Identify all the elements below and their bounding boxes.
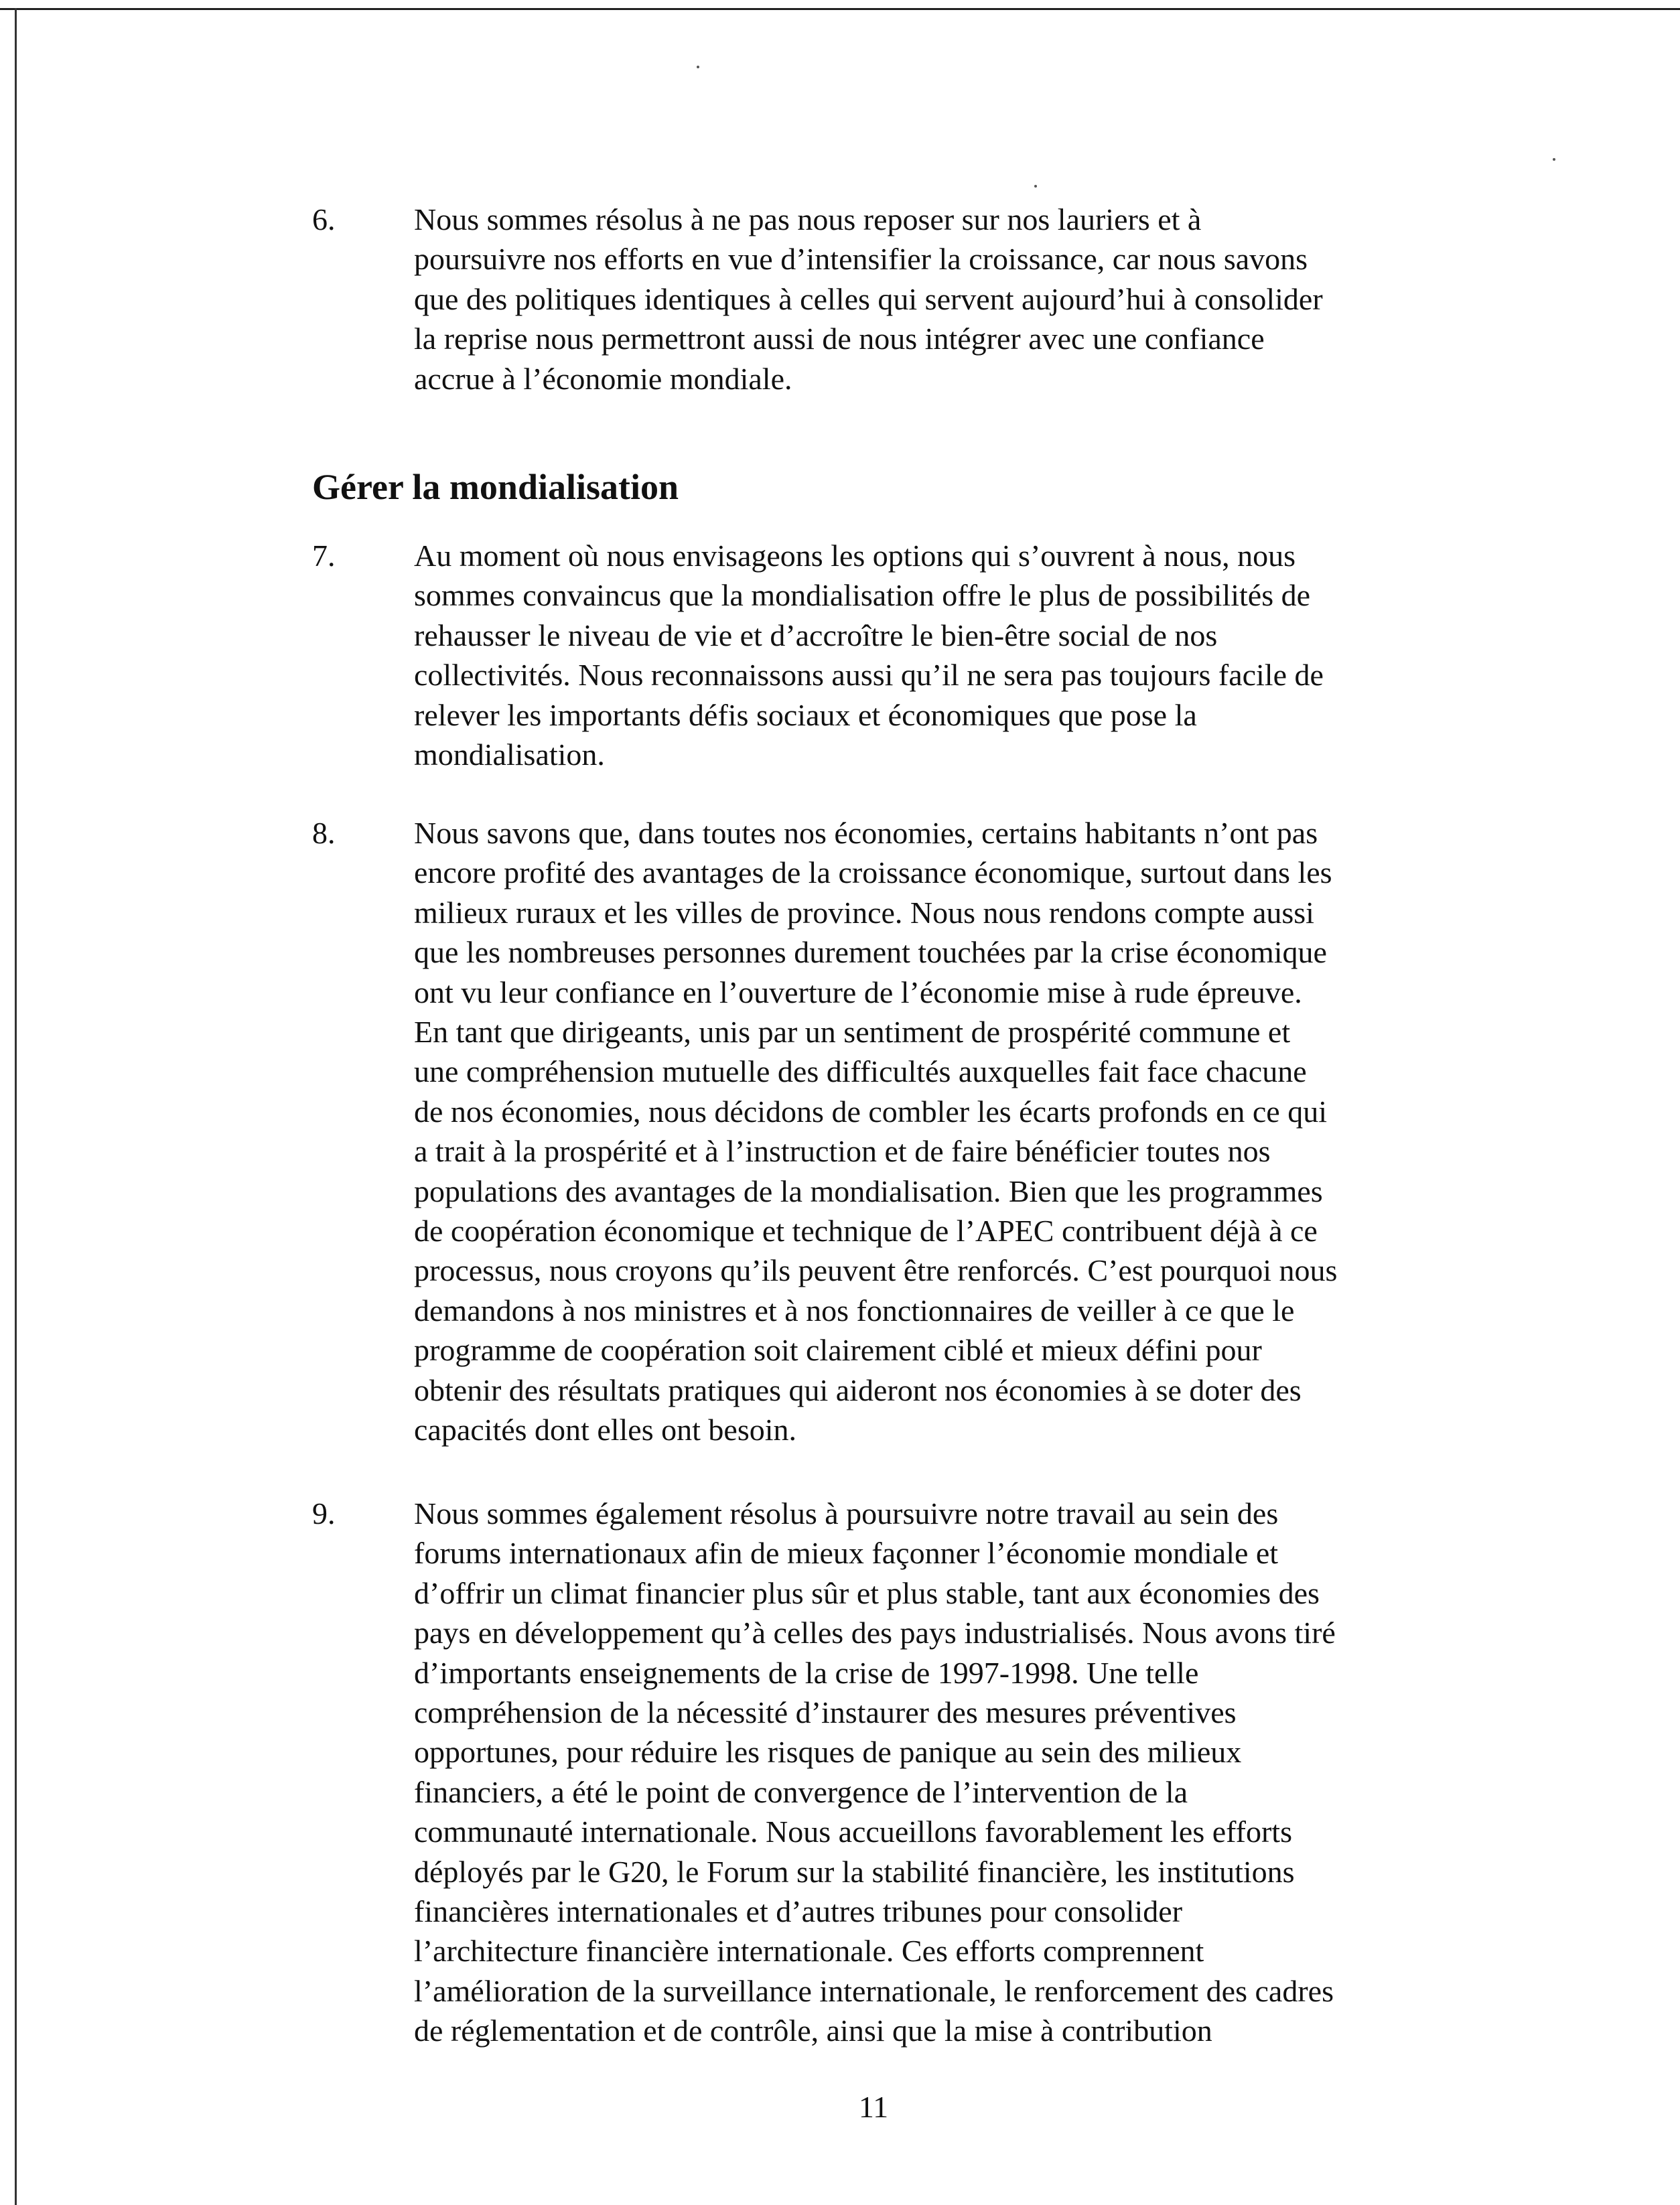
scan-border-top (0, 8, 1680, 10)
section-heading: Gérer la mondialisation (312, 467, 679, 507)
scan-speck (697, 66, 699, 68)
paragraph-text: Nous sommes résolus à ne pas nous reposer sur nos lauriers et à poursuivre nos efforts en vue d’intensifier la croissance, car nous savons que des politiques identiques à celles qui servent aujourd’hui à consolider la reprise nous permettront aussi de nous intégrer avec une confiance accrue à l’économie mondiale. (414, 202, 1323, 396)
paragraph-text: Au moment où nous envisageons les options qui s’ouvrent à nous, nous sommes convaincus que la mondialisation offre le plus de possibilités de rehausser le niveau de vie et d’accroître le bien-être social de nos collectivités. Nous reconnaissons aussi qu’il ne sera pas toujours facile de relever les importants défis sociaux et économiques que pose la mondialisation. (414, 539, 1324, 772)
paragraph-text: Nous sommes également résolus à poursuivre notre travail au sein des forums internationaux afin de mieux façonner l’économie mondiale et d’offrir un climat financier plus sûr et plus stable, tant aux économies des pays en développement qu’à celles des pays industrialisés. Nous avons tiré d’importants enseignements de la crise de 1997-1998. Une telle compréhension de la nécessité d’instaurer des mesures préventives opportunes, pour réduire les risques de panique au sein des milieux financiers, a été le point de convergence de l’intervention de la communauté internationale. Nous accueillons favorablement les efforts déployés par le G20, le Forum sur la stabilité financière, les institutions financières internationales et d’autres tribunes pour consolider l’architecture financière internationale. Ces efforts comprennent l’amélioration de la surveillance internationale, le renforcement des cadres de réglementation et de contrôle, ainsi que la mise à contribution (414, 1496, 1336, 2048)
paragraph-number: 8. (312, 816, 336, 850)
page-number: 11 (858, 2090, 889, 2124)
scan-speck (1034, 185, 1037, 188)
scan-speck (1553, 158, 1555, 161)
scan-border-left (15, 8, 17, 2205)
paragraph-text: Nous savons que, dans toutes nos économies, certains habitants n’ont pas encore profité des avantages de la croissance économique, surtout dans les milieux ruraux et les villes de province. Nous nous rendons compte aussi que les nombreuses personnes durement touchées par la crise économique ont vu leur confiance en l’ouverture de l’économie mise à rude épreuve. En tant que dirigeants, unis par un sentiment de prospérité commune et une compréhension mutuelle des difficultés auxquelles fait face chacune de nos économies, nous décidons de combler les écarts profonds en ce qui a trait à la prospérité et à l’instruction et de faire bénéficier toutes nos populations des avantages de la mondialisation. Bien que les programmes de coopération économique et technique de l’APEC contribuent déjà à ce processus, nous croyons qu’ils peuvent être renforcés. C’est pourquoi nous demandons à nos ministres et à nos fonctionnaires de veiller à ce que le programme de coopération soit clairement ciblé et mieux défini pour obtenir des résultats pratiques qui aideront nos économies à se doter des capacités dont elles ont besoin. (414, 816, 1338, 1447)
paragraph-number: 7. (312, 539, 336, 573)
paragraph-number: 6. (312, 202, 336, 236)
paragraph-number: 9. (312, 1496, 336, 1531)
